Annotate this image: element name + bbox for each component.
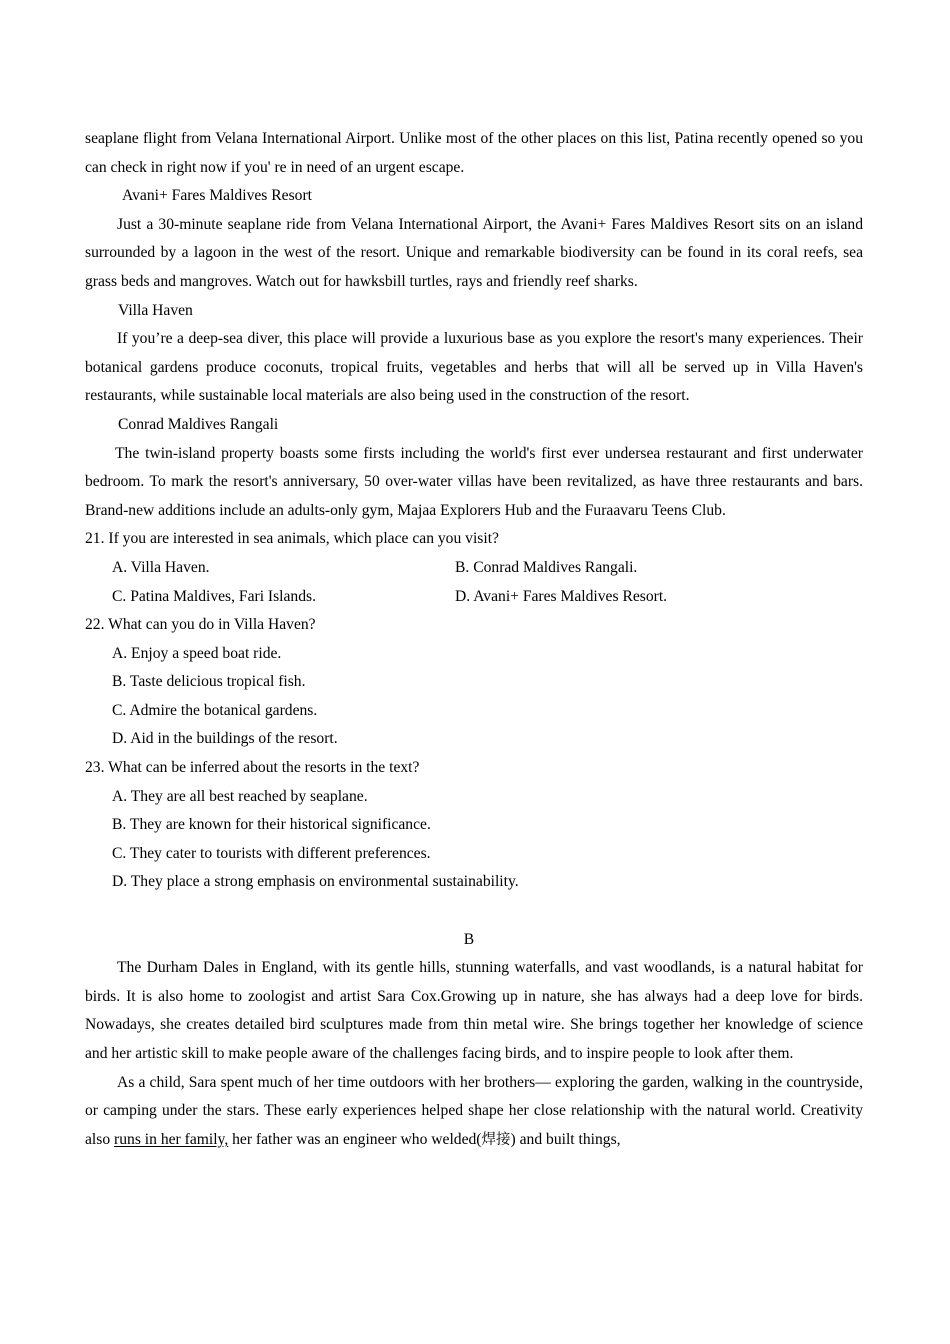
question-23-option-d[interactable]: D. They place a strong emphasis on environmental sustainability. (112, 873, 519, 891)
paragraph-2-text-before: As a child, Sara spent much of her time outdoors with her brothers— exploring the garden, walking in the countryside, or camping under the stars. These early experiences helped shape her close relationship with the natural world. Creativity also (85, 1073, 863, 1148)
question-23-option-c[interactable]: C. They cater to tourists with different preferences. (112, 844, 431, 862)
section-b-paragraph-1: The Durham Dales in England, with its gentle hills, stunning waterfalls, and vast woodlands, is a natural habitat for birds. It is also home to zoologist and artist Sara Cox.Growing up in nature, she has always had a deep love for birds. Nowadays, she creates detailed bird sculptures made from thin metal wire. She brings together her knowledge of science and her artistic skill to make people aware of the challenges facing birds, and to inspire people to look after them. (85, 959, 863, 1062)
question-22-stem: 22. What can you do in Villa Haven? (85, 616, 316, 634)
resort-heading-conrad: Conrad Maldives Rangali (118, 415, 279, 433)
resort-body-villa-haven: If you’re a deep-sea diver, this place will provide a luxurious base as you explore the resort's many experiences. Their botanical gardens produce coconuts, tropical fruits, vegetables and herbs that will all be served up in Villa Haven's restaurants, while sustainable local materials are also being used in the construction of the resort. (85, 330, 863, 405)
section-marker-b: B (463, 930, 475, 948)
section-b-paragraph-2 (85, 1069, 863, 1155)
underlined-phrase: runs in her family, (114, 1130, 229, 1148)
question-22-option-b[interactable]: B. Taste delicious tropical fish. (112, 673, 306, 691)
resort-heading-villa-haven: Villa Haven (118, 301, 193, 319)
resort-body-conrad: The twin-island property boasts some firsts including the world's first ever undersea restaurant and first underwater bedroom. To mark the resort's anniversary, 50 over-water villas have been revitalized, as have three restaurants and bars. Brand-new additions include an adults-only gym, Majaa Explorers Hub and the Furaavaru Teens Club. (85, 444, 863, 519)
question-22-option-a[interactable]: A. Enjoy a speed boat ride. (112, 644, 282, 662)
paragraph-2-text-after: ) and built things, (510, 1130, 621, 1148)
passage-continued-paragraph: seaplane flight from Velana International Airport. Unlike most of the other places on this list, Patina recently opened so you can check in right now if you' re in need of an urgent escape. (85, 130, 863, 176)
section-spacer (85, 897, 863, 926)
paragraph-2-text-mid: her father was an engineer who welded( (228, 1130, 482, 1148)
question-21-option-b[interactable]: B. Conrad Maldives Rangali. (455, 558, 638, 576)
resort-body-avani: Just a 30-minute seaplane ride from Velana International Airport, the Avani+ Fares Maldives Resort sits on an island surrounded by a lagoon in the west of the resort. Unique and remarkable biodiversity can be found in its coral reefs, sea grass beds and mangroves. Watch out for hawksbill turtles, rays and friendly reef sharks. (85, 215, 863, 290)
question-21-options-row-1 (85, 554, 863, 583)
question-22-option-c[interactable]: C. Admire the botanical gardens. (112, 701, 318, 719)
question-21-stem: 21. If you are interested in sea animals, which place can you visit? (85, 530, 499, 548)
question-21-option-c[interactable]: C. Patina Maldives, Fari Islands. (112, 587, 316, 605)
question-22-option-d[interactable]: D. Aid in the buildings of the resort. (112, 730, 338, 748)
question-23-option-b[interactable]: B. They are known for their historical significance. (112, 816, 431, 834)
question-21-option-d[interactable]: D. Avani+ Fares Maldives Resort. (455, 587, 668, 605)
resort-heading-avani: Avani+ Fares Maldives Resort (122, 187, 312, 205)
chinese-gloss: 焊接 (481, 1131, 511, 1148)
question-23-stem: 23. What can be inferred about the resorts in the text? (85, 759, 420, 777)
question-21-options-row-2 (85, 583, 863, 612)
question-23-option-a[interactable]: A. They are all best reached by seaplane. (112, 787, 368, 805)
question-21-option-a[interactable]: A. Villa Haven. (112, 558, 210, 576)
